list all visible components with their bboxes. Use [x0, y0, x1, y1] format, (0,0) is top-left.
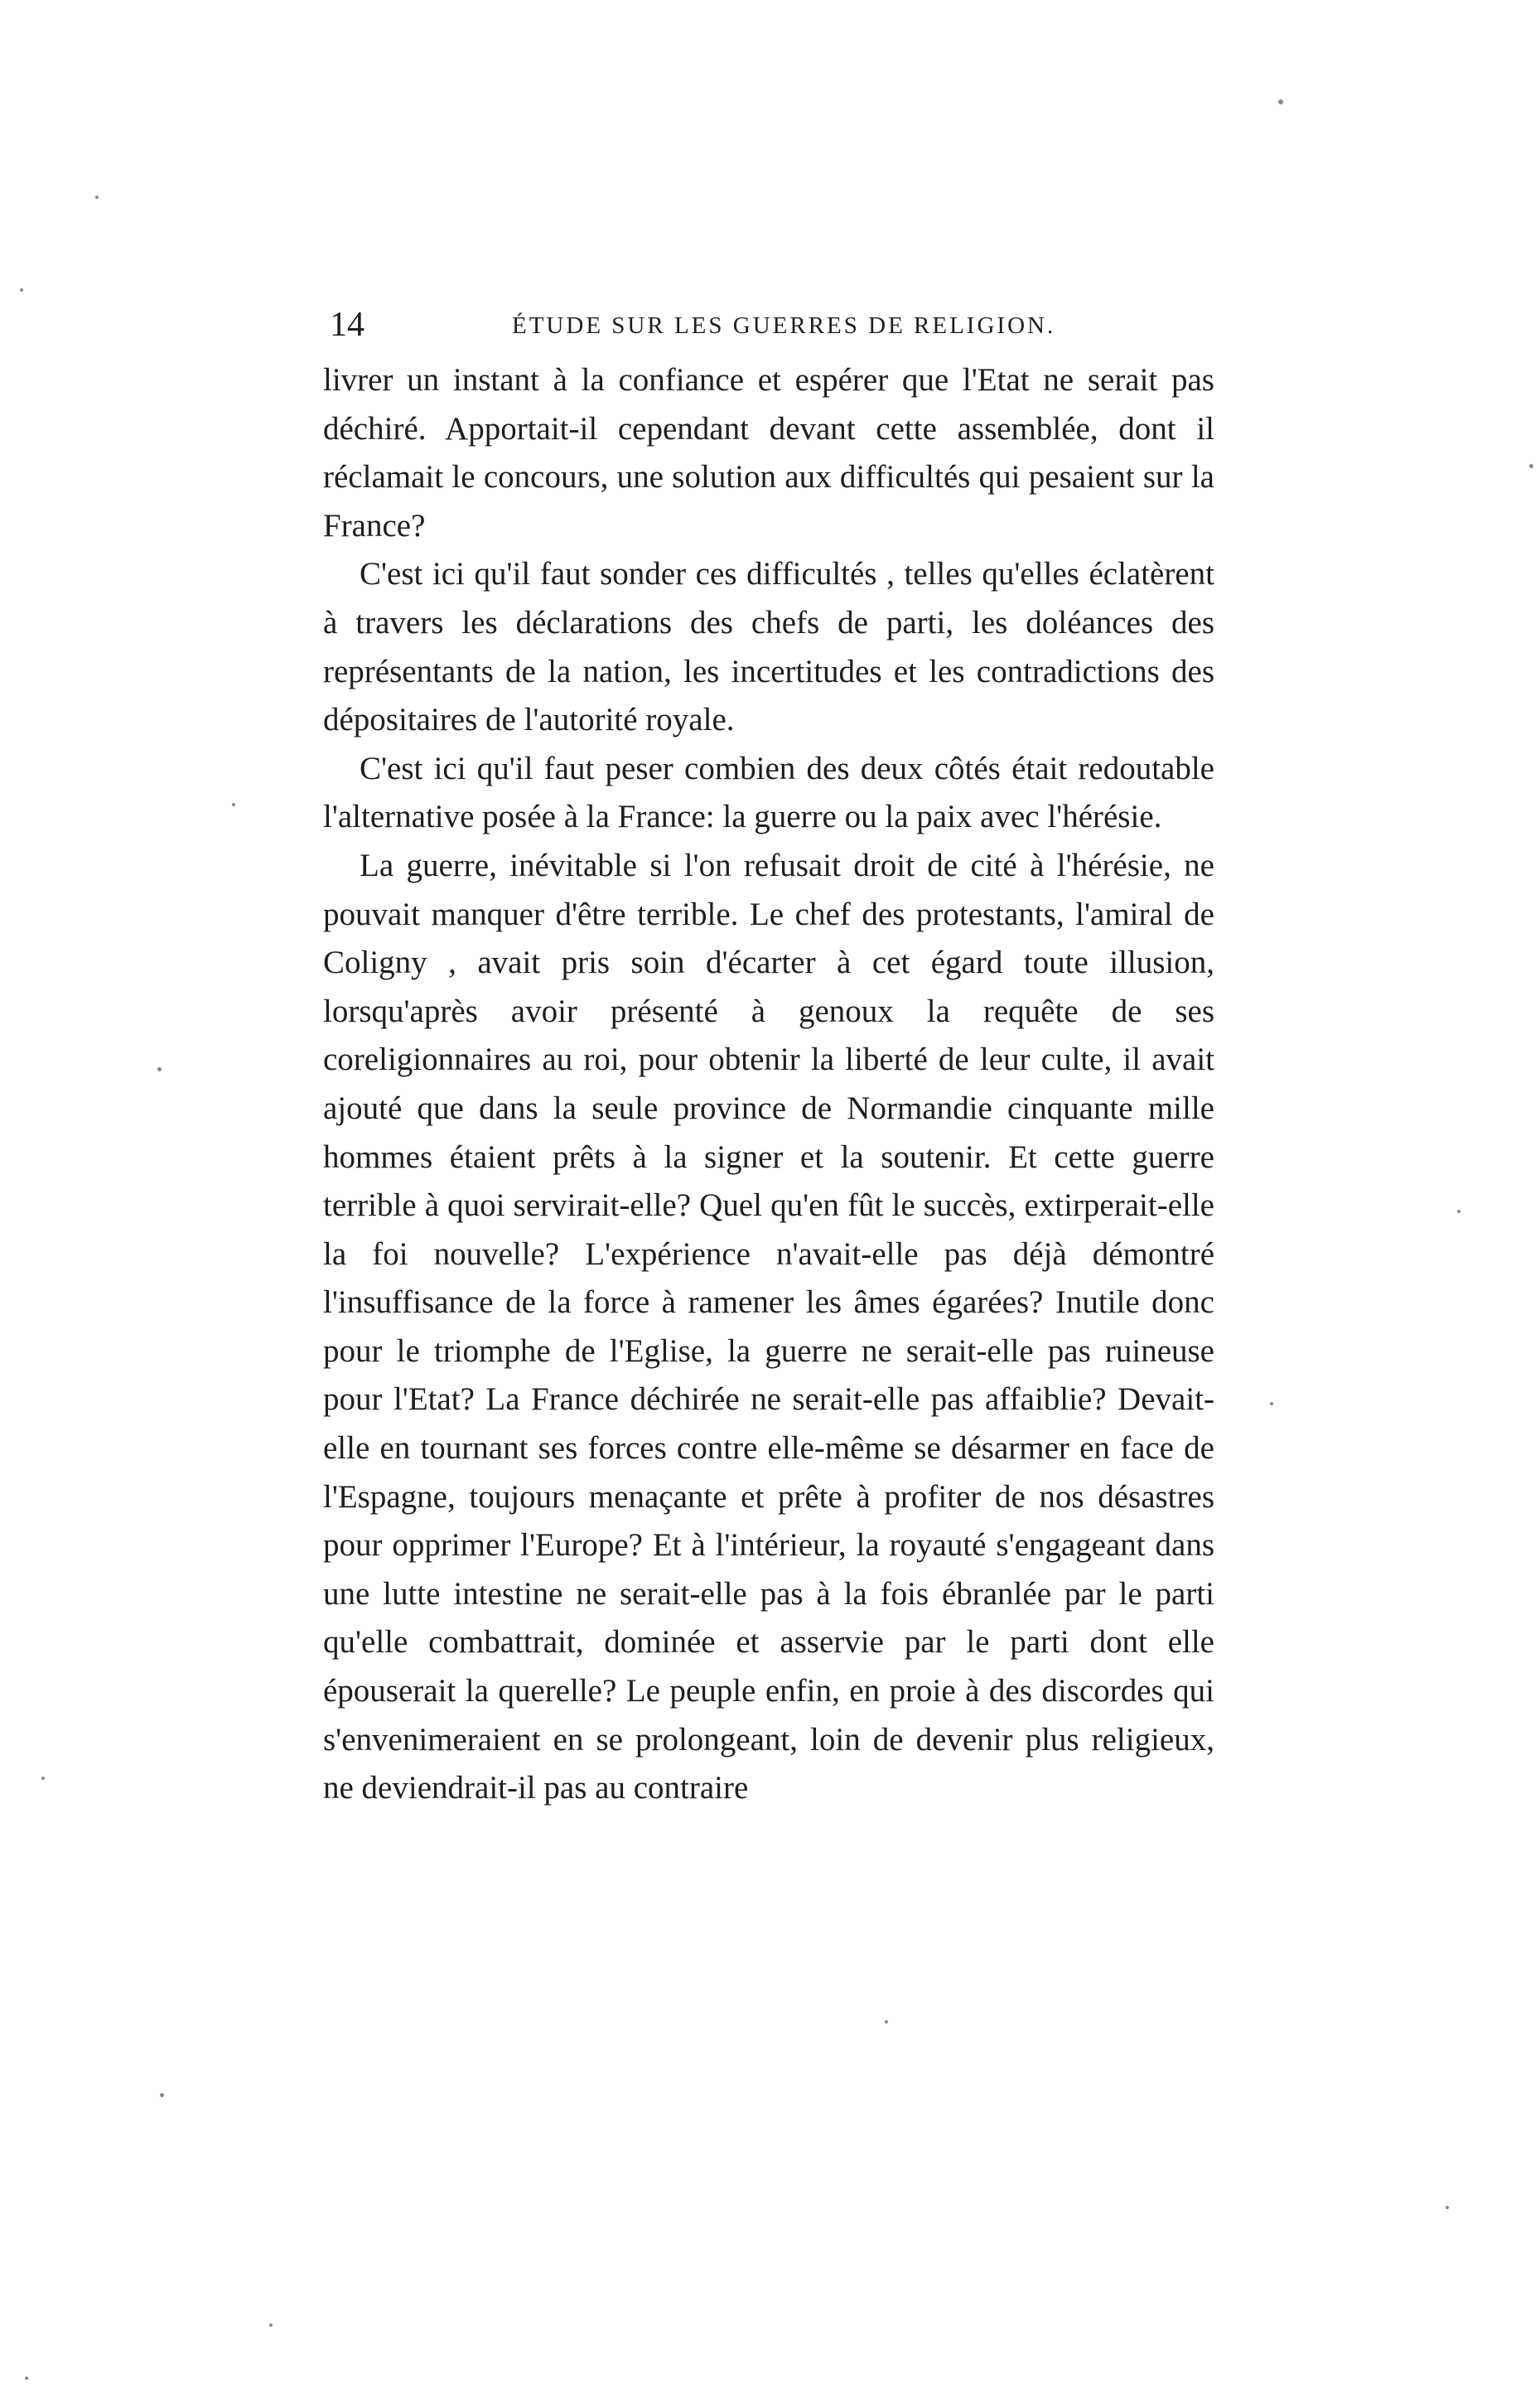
scan-speck — [232, 803, 235, 806]
scan-speck — [1446, 2206, 1449, 2209]
paragraph: C'est ici qu'il faut sonder ces difficultés , telles qu'elles éclatèrent à travers les déclarations des chefs de parti, les doléances des représentants de la nation, les incertitudes et les contradictions des dépositaires de l'autorité royale. — [323, 556, 1214, 738]
scan-speck — [269, 2323, 273, 2327]
body-text — [323, 356, 1214, 1813]
scan-speck — [95, 196, 99, 199]
scan-speck — [20, 288, 23, 292]
paragraph: C'est ici qu'il faut peser combien des deux côtés était redoutable l'alternative posée à la France: la guerre ou la paix avec l'hérésie. — [323, 750, 1214, 835]
scan-speck — [41, 1777, 45, 1780]
scan-speck — [160, 2093, 164, 2097]
page-number: 14 — [330, 306, 364, 344]
scan-speck — [1270, 1402, 1273, 1405]
scan-speck — [157, 1067, 162, 1071]
scan-speck — [25, 2376, 28, 2380]
scan-speck — [1529, 464, 1533, 468]
paragraph-continued: livrer un instant à la confiance et espérer que l'Etat ne serait pas déchiré. Apportait-il cependant devant cette assemblée, dont il réclamait le concours, une solution aux difficultés qui pesaient sur la France? — [323, 362, 1214, 544]
page-header — [330, 300, 1229, 350]
running-title: ÉTUDE SUR LES GUERRES DE RELIGION. — [512, 312, 1056, 339]
paragraph: La guerre, inévitable si l'on refusait droit de cité à l'hérésie, ne pouvait manquer d'être terrible. Le chef des protestants, l'amiral de Coligny , avait pris soin d'écarter à cet égard toute illusion, lorsqu'après avoir présenté à genoux la requête de ses coreligionnaires au roi, pour obtenir la liberté de leur culte, il avait ajouté que dans la seule province de Normandie cinquante mille hommes étaient prêts à la signer et la soutenir. Et cette guerre terrible à quoi servirait-elle? Quel qu'en fût le succès, extirperait-elle la foi nouvelle? L'expérience n'avait-elle pas déjà démontré l'insuffisance de la force à ramener les âmes égarées? Inutile donc pour le triomphe de l'Eglise, la guerre ne serait-elle pas ruineuse pour l'Etat? La France déchirée ne serait-elle pas affaiblie? Devait-elle en tournant ses forces contre elle-même se désarmer en face de l'Espagne, toujours menaçante et prête à profiter de nos désastres pour opprimer l'Europe? Et à l'intérieur, la royauté s'engageant dans une lutte intestine ne serait-elle pas à la fois ébranlée par le parti qu'elle combattrait, dominée et asservie par le parti dont elle épouserait la querelle? Le peuple enfin, en proie à des discordes qui s'envenimeraient en se prolongeant, loin de devenir plus religieux, ne deviendrait-il pas au contraire — [323, 847, 1214, 1806]
scan-speck — [885, 2020, 888, 2023]
scan-speck — [1278, 99, 1283, 104]
scan-speck — [1457, 1210, 1460, 1213]
